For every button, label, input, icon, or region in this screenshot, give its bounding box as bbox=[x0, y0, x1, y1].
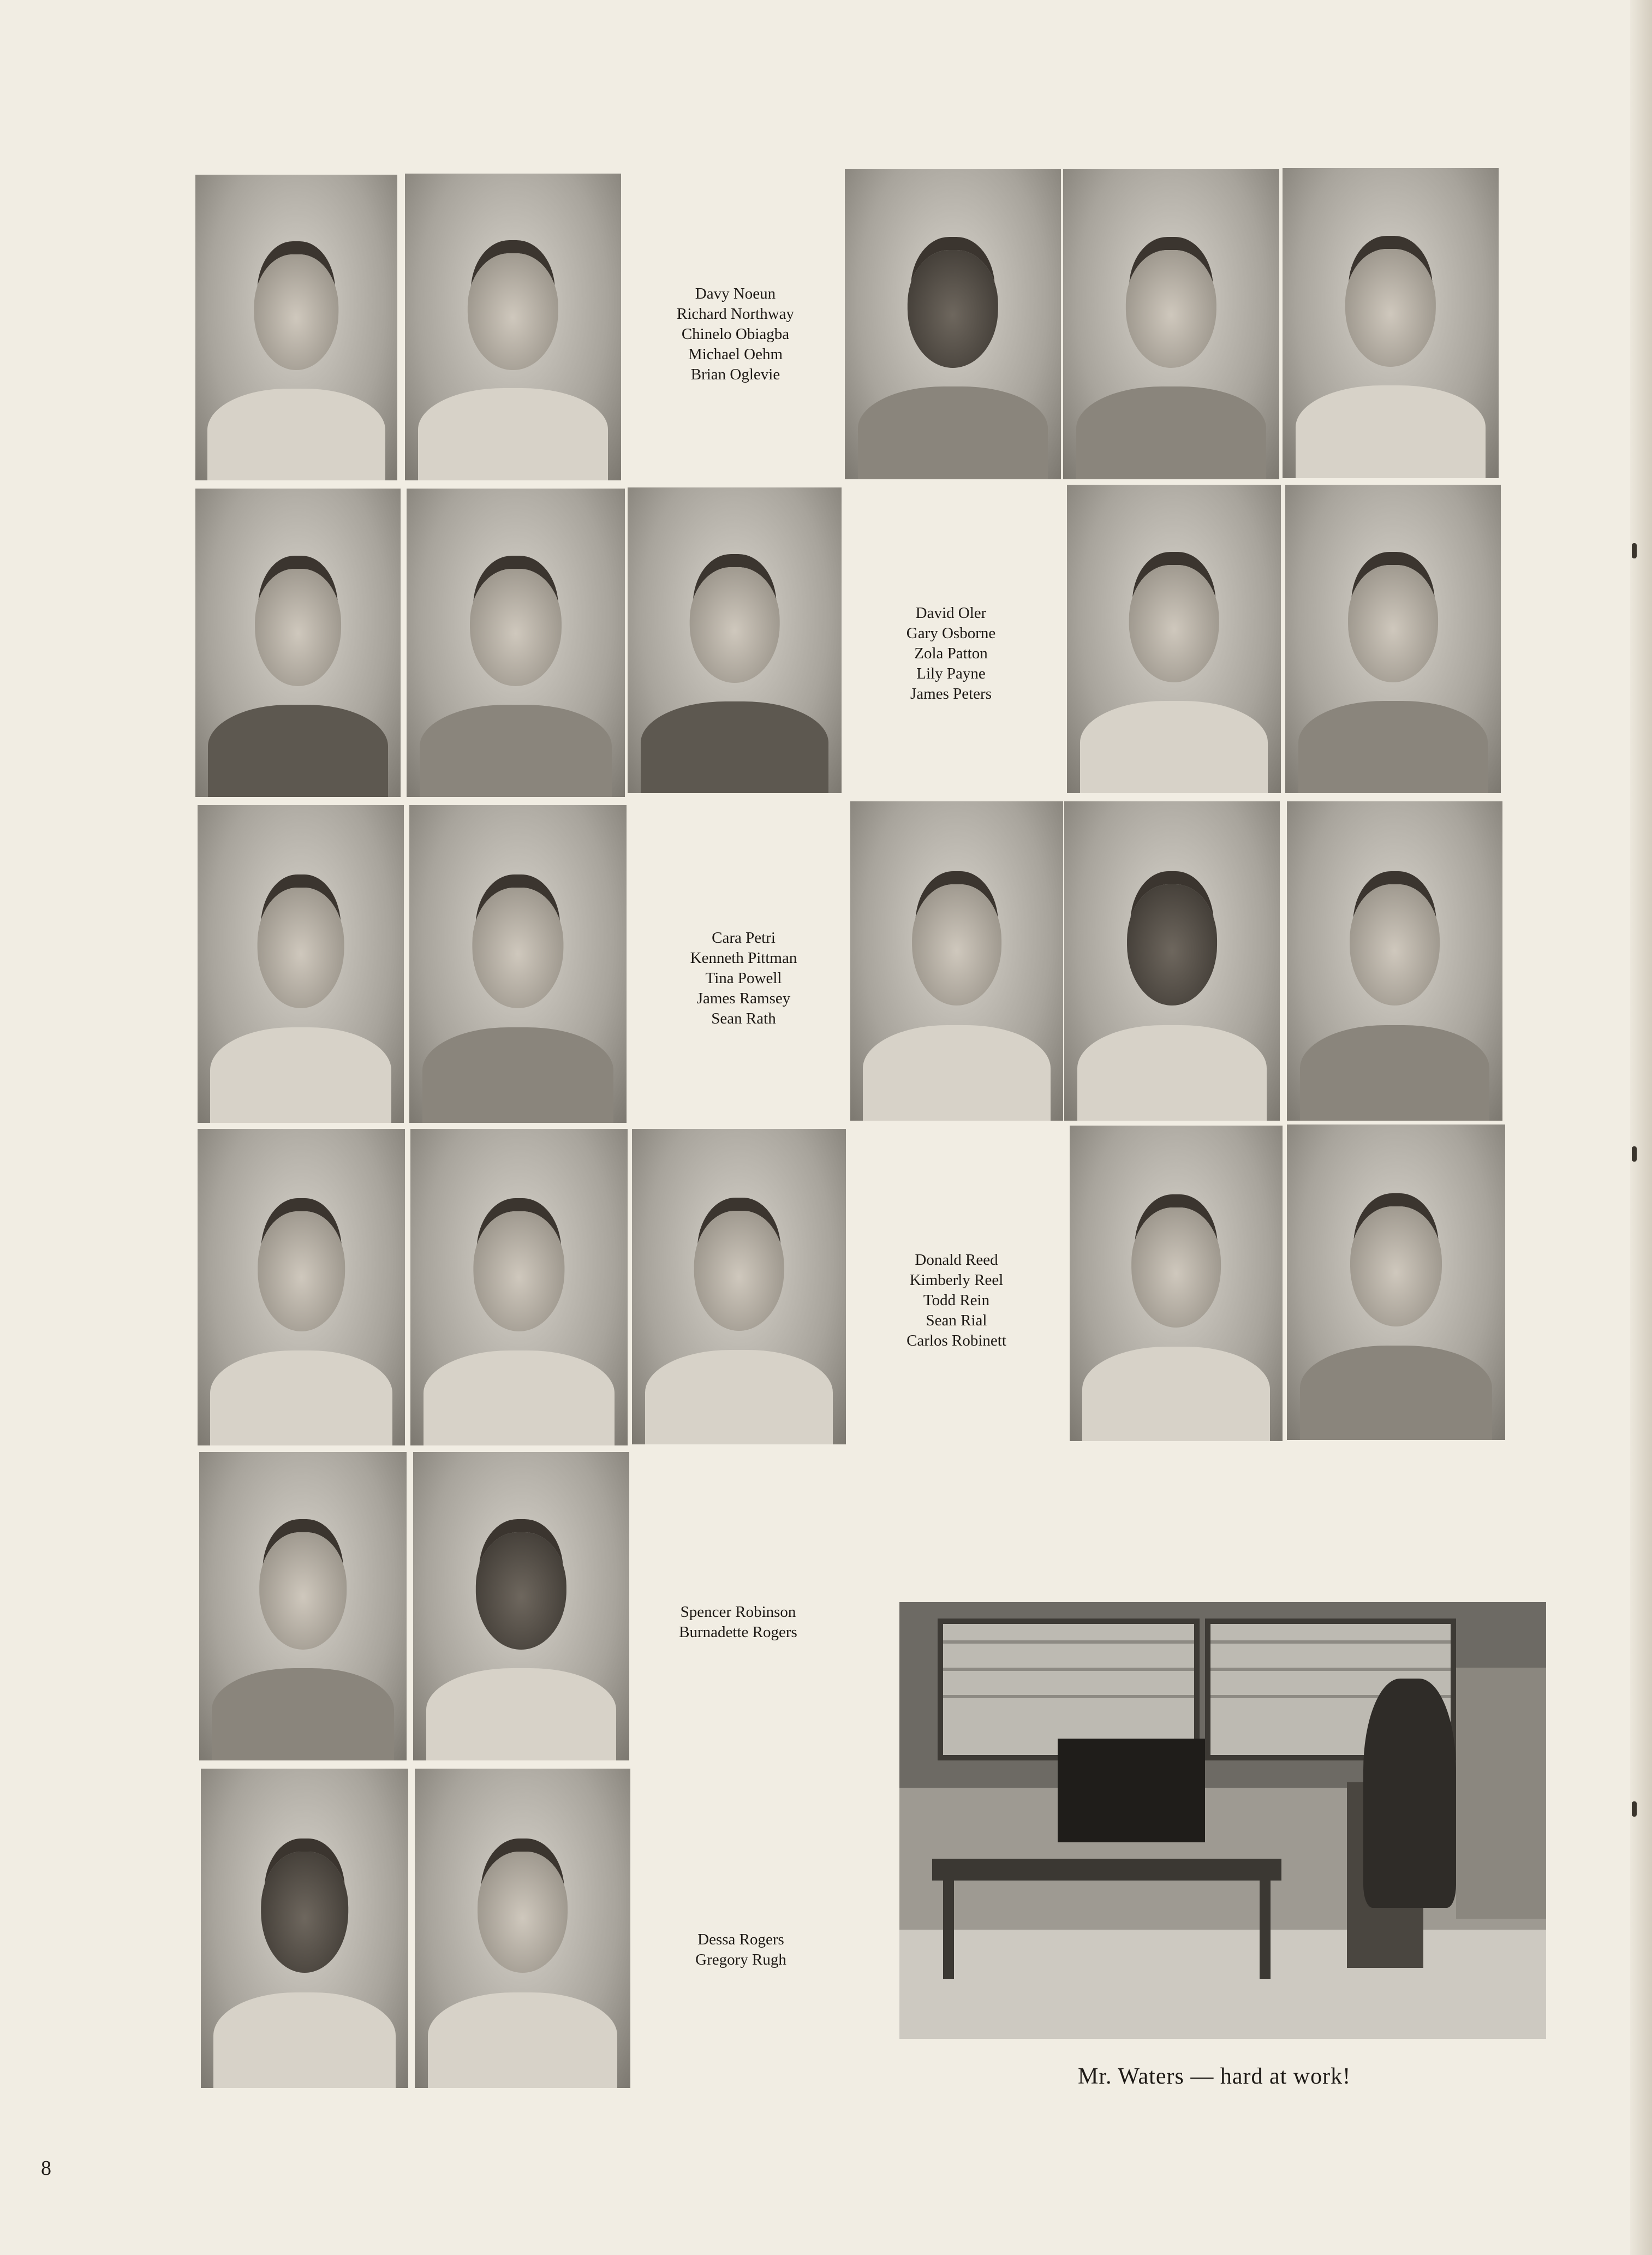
student-name: James Ramsey bbox=[696, 990, 791, 1007]
portrait-richard-northway bbox=[405, 174, 621, 480]
page-edge-shadow bbox=[1630, 0, 1652, 2255]
student-name: Sean Rial bbox=[926, 1312, 987, 1329]
portrait-james-peters bbox=[1285, 485, 1501, 793]
binding-mark bbox=[1632, 1146, 1637, 1162]
names-group-1 bbox=[636, 284, 835, 385]
table-leg bbox=[1260, 1881, 1271, 1979]
student-name: Kimberly Reel bbox=[909, 1271, 1004, 1289]
portrait-gary-osborne bbox=[407, 489, 625, 797]
portrait-zola-patton bbox=[628, 487, 842, 793]
portrait-davy-noeun bbox=[195, 175, 397, 480]
names-group-6 bbox=[641, 1930, 840, 1970]
page-number: 8 bbox=[41, 2157, 51, 2180]
student-name: Sean Rath bbox=[711, 1010, 776, 1027]
student-name: Davy Noeun bbox=[695, 285, 776, 302]
portrait-sean-rial bbox=[1070, 1126, 1283, 1441]
student-name: Lily Payne bbox=[916, 665, 986, 682]
student-name: Richard Northway bbox=[676, 305, 795, 323]
student-name: Chinelo Obiagba bbox=[681, 325, 790, 343]
photo-caption: Mr. Waters — hard at work! bbox=[1078, 2064, 1351, 2089]
cabinet bbox=[1456, 1668, 1546, 1919]
student-name: Burnadette Rogers bbox=[679, 1623, 797, 1641]
student-name: Zola Patton bbox=[914, 645, 988, 662]
binding-mark bbox=[1632, 1801, 1637, 1817]
portrait-brian-oglevie bbox=[1283, 168, 1499, 478]
student-name: Spencer Robinson bbox=[680, 1603, 796, 1621]
student-name: Donald Reed bbox=[915, 1251, 998, 1269]
portrait-dessa-rogers bbox=[201, 1769, 408, 2088]
portrait-todd-rein bbox=[632, 1129, 846, 1444]
classroom-table bbox=[932, 1859, 1281, 1881]
portrait-james-ramsey bbox=[1064, 801, 1280, 1121]
student-name: David Oler bbox=[915, 604, 987, 622]
portrait-kimberly-reel bbox=[410, 1129, 628, 1445]
candid-photo-classroom bbox=[899, 1602, 1546, 2039]
computer-monitor bbox=[1058, 1739, 1205, 1842]
portrait-david-oler bbox=[195, 489, 401, 797]
classroom-floor bbox=[899, 1930, 1546, 2039]
student-name: James Peters bbox=[910, 685, 992, 703]
portrait-tina-powell bbox=[850, 801, 1063, 1121]
portrait-donald-reed bbox=[198, 1129, 405, 1445]
student-name: Gregory Rugh bbox=[695, 1951, 786, 1968]
student-name: Tina Powell bbox=[705, 969, 782, 987]
portrait-michael-oehm bbox=[1063, 169, 1279, 479]
portrait-carlos-robinett bbox=[1287, 1124, 1505, 1440]
binding-mark bbox=[1632, 543, 1637, 558]
portrait-cara-petri bbox=[198, 805, 404, 1123]
portrait-gregory-rugh bbox=[415, 1769, 630, 2088]
teacher-figure bbox=[1363, 1679, 1456, 1908]
student-name: Todd Rein bbox=[923, 1292, 990, 1309]
student-name: Dessa Rogers bbox=[697, 1931, 784, 1948]
names-group-2 bbox=[851, 603, 1051, 704]
student-name: Carlos Robinett bbox=[906, 1332, 1006, 1349]
portrait-lily-payne bbox=[1067, 485, 1281, 793]
portrait-chinelo-obiagba bbox=[845, 169, 1061, 479]
names-group-4 bbox=[857, 1250, 1056, 1351]
student-name: Cara Petri bbox=[712, 929, 776, 947]
table-leg bbox=[943, 1881, 954, 1979]
student-name: Gary Osborne bbox=[906, 624, 996, 642]
student-name: Michael Oehm bbox=[688, 346, 783, 363]
portrait-burnadette-rogers bbox=[413, 1452, 629, 1760]
portrait-sean-rath bbox=[1287, 801, 1502, 1121]
student-name: Kenneth Pittman bbox=[690, 949, 797, 967]
names-group-5 bbox=[639, 1602, 838, 1643]
names-group-3 bbox=[644, 928, 843, 1029]
portrait-spencer-robinson bbox=[199, 1452, 407, 1760]
portrait-kenneth-pittman bbox=[409, 805, 627, 1123]
student-name: Brian Oglevie bbox=[690, 366, 780, 383]
